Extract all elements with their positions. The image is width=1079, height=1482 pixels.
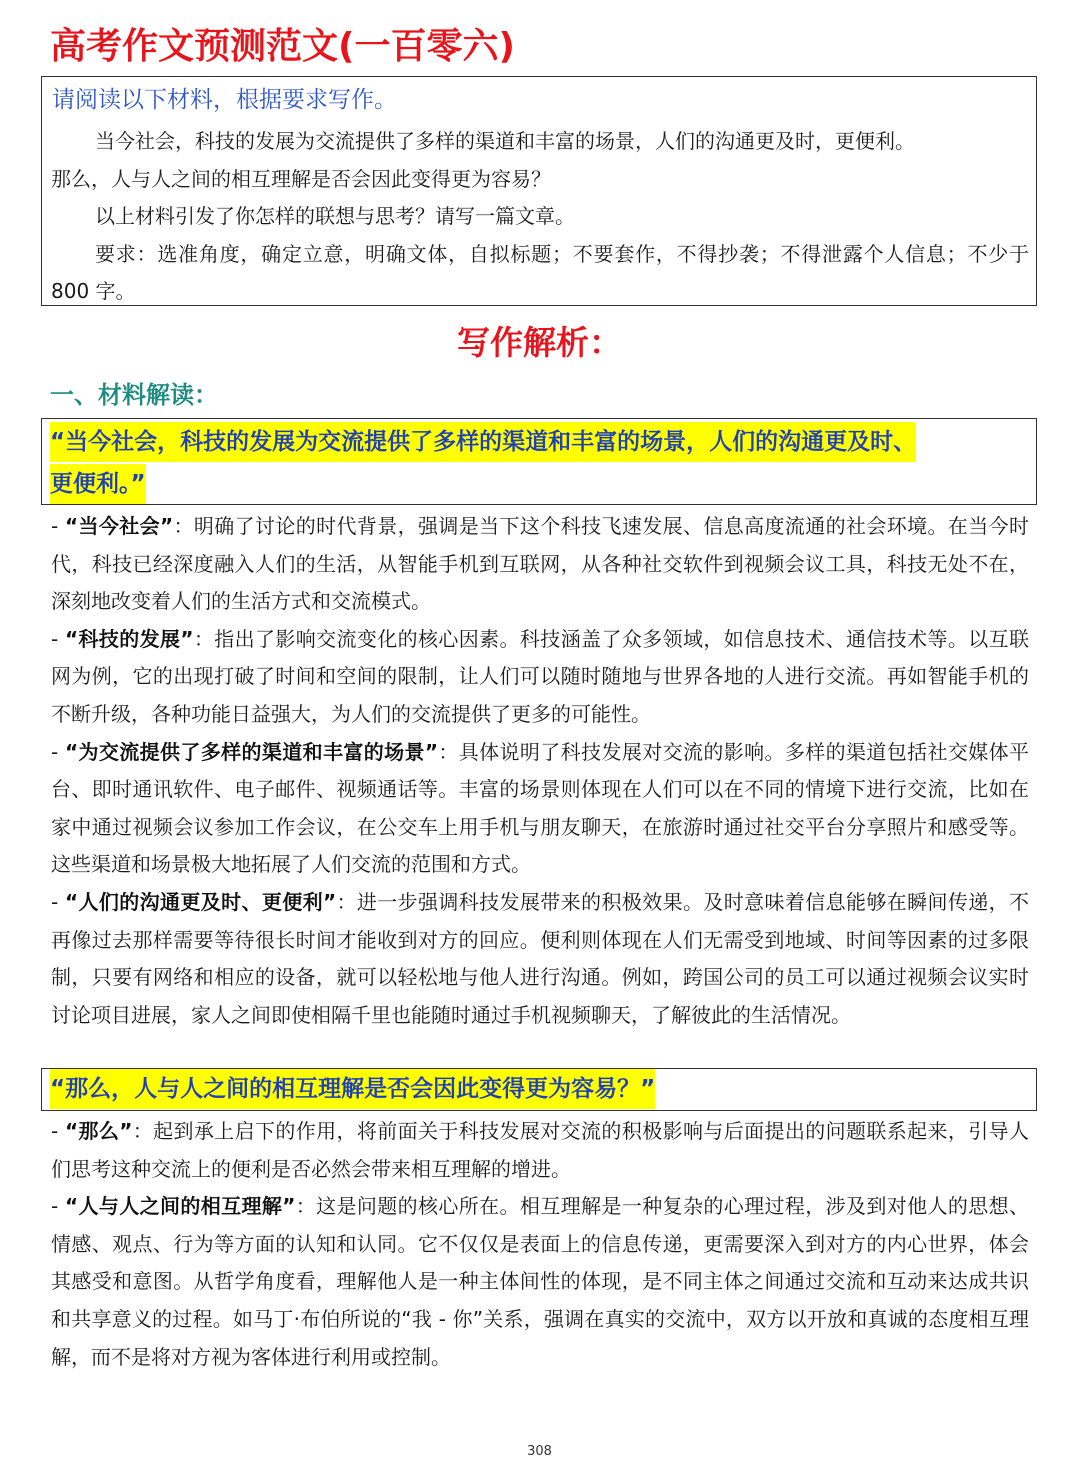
point-text: ：起到承上启下的作用，将前面关于科技发展对交流的积极影响与后面提出的问题联系起来，引导人们思考这种交流上的便利是否必然会带来相互理解的增进。 [51,1119,1029,1181]
material-paragraph: 要求：选准角度，确定立意，明确文体，自拟标题；不要套作，不得抄袭；不得泄露个人信息；不少于 800 字。 [51,241,1029,303]
analysis-block-2 [51,1113,1029,1376]
analysis-point [51,734,1029,884]
point-term: “那么” [64,1119,133,1143]
material-instruction: 请阅读以下材料，根据要求写作。 [52,87,397,113]
material-paragraph: 当今社会，科技的发展为交流提供了多样的渠道和丰富的场景，人们的沟通更及时，更便利。 [95,129,915,153]
quote-line: “当今社会，科技的发展为交流提供了多样的渠道和丰富的场景，人们的沟通更及时、 [50,422,916,462]
quote-line: “那么，人与人之间的相互理解是否会因此变得更为容易？” [50,1069,655,1109]
point-text: ：这是问题的核心所在。相互理解是一种复杂的心理过程，涉及到对他人的思想、情感、观点、行为等方面的认知和认同。它不仅仅是表面上的信息传递，更需要深入到对方的内心世界，体会其感受和意图。从哲学角度看，理解他人是一种主体间性的体现，是不同主体之间通过交流和互动来达成共识和共享意义的过程。如马丁·布伯所说的“我 - 你”关系，强调在真实的交流中，双方以开放和真诚的态度相互理解，而不是将对方视为客体进行利用或控制。 [51,1194,1029,1369]
quote-box-2 [41,1068,1037,1111]
analysis-block-1 [51,508,1029,1034]
point-text: ：指出了影响交流变化的核心因素。科技涵盖了众多领域，如信息技术、通信技术等。以互联网为例，它的出现打破了时间和空间的限制，让人们可以随时随地与世界各地的人进行交流。再如智能手机的不断升级，各种功能日益强大，为人们的交流提供了更多的可能性。 [51,626,1029,726]
point-prefix: - [51,514,65,538]
point-term: “当今社会” [64,514,174,538]
point-text: ：进一步强调科技发展带来的积极效果。及时意味着信息能够在瞬间传递，不再像过去那样需要等待很长时间才能收到对方的回应。便利则体现在人们无需受到地域、时间等因素的过多限制，只要有网络和相应的设备，就可以轻松地与他人进行沟通。例如，跨国公司的员工可以通过视频会议实时讨论项目进展，家人之间即使相隔千里也能随时通过手机视频聊天，了解彼此的生活情况。 [51,889,1029,1027]
point-text: ：具体说明了科技发展对交流的影响。多样的渠道包括社交媒体平台、即时通讯软件、电子邮件、视频通话等。丰富的场景则体现在人们可以在不同的情境下进行交流，比如在家中通过视频会议参加工作会议，在公交车上用手机与朋友聊天，在旅游时通过社交平台分享照片和感受等。这些渠道和场景极大地拓展了人们交流的范围和方式。 [51,739,1029,877]
section-title: 写作解析： [457,323,622,362]
point-text: ：明确了讨论的时代背景，强调是当下这个科技飞速发展、信息高度流通的社会环境。在当今时代，科技已经深度融入人们的生活，从智能手机到互联网，从各种社交软件到视频会议工具，科技无处不在，深刻地改变着人们的生活方式和交流模式。 [51,514,1029,614]
material-paragraph: 那么，人与人之间的相互理解是否会因此变得更为容易？ [51,166,551,191]
analysis-point [51,621,1029,734]
point-term: “人们的沟通更及时、更便利” [64,889,337,914]
point-prefix: - [51,889,65,914]
point-term: “人与人之间的相互理解” [64,1194,296,1219]
quote-box-1 [41,418,1037,505]
analysis-point [51,1188,1029,1376]
point-prefix: - [51,626,65,651]
analysis-point [51,508,1029,621]
point-term: “为交流提供了多样的渠道和丰富的场景” [64,739,439,764]
material-text [51,123,1029,311]
analysis-point [51,884,1029,1034]
analysis-point [51,1113,1029,1188]
material-paragraph: 以上材料引发了你怎样的联想与思考？请写一篇文章。 [95,204,575,228]
sub-heading: 一、材料解读： [50,381,218,409]
point-prefix: - [51,739,65,764]
point-prefix: - [51,1119,65,1143]
point-prefix: - [51,1194,65,1219]
quote-line: 更便利。” [50,464,146,504]
point-term: “科技的发展” [64,626,194,651]
material-box [41,76,1037,306]
page-number: 308 [527,1444,552,1459]
document-title: 高考作文预测范文(一百零六) [50,26,515,67]
